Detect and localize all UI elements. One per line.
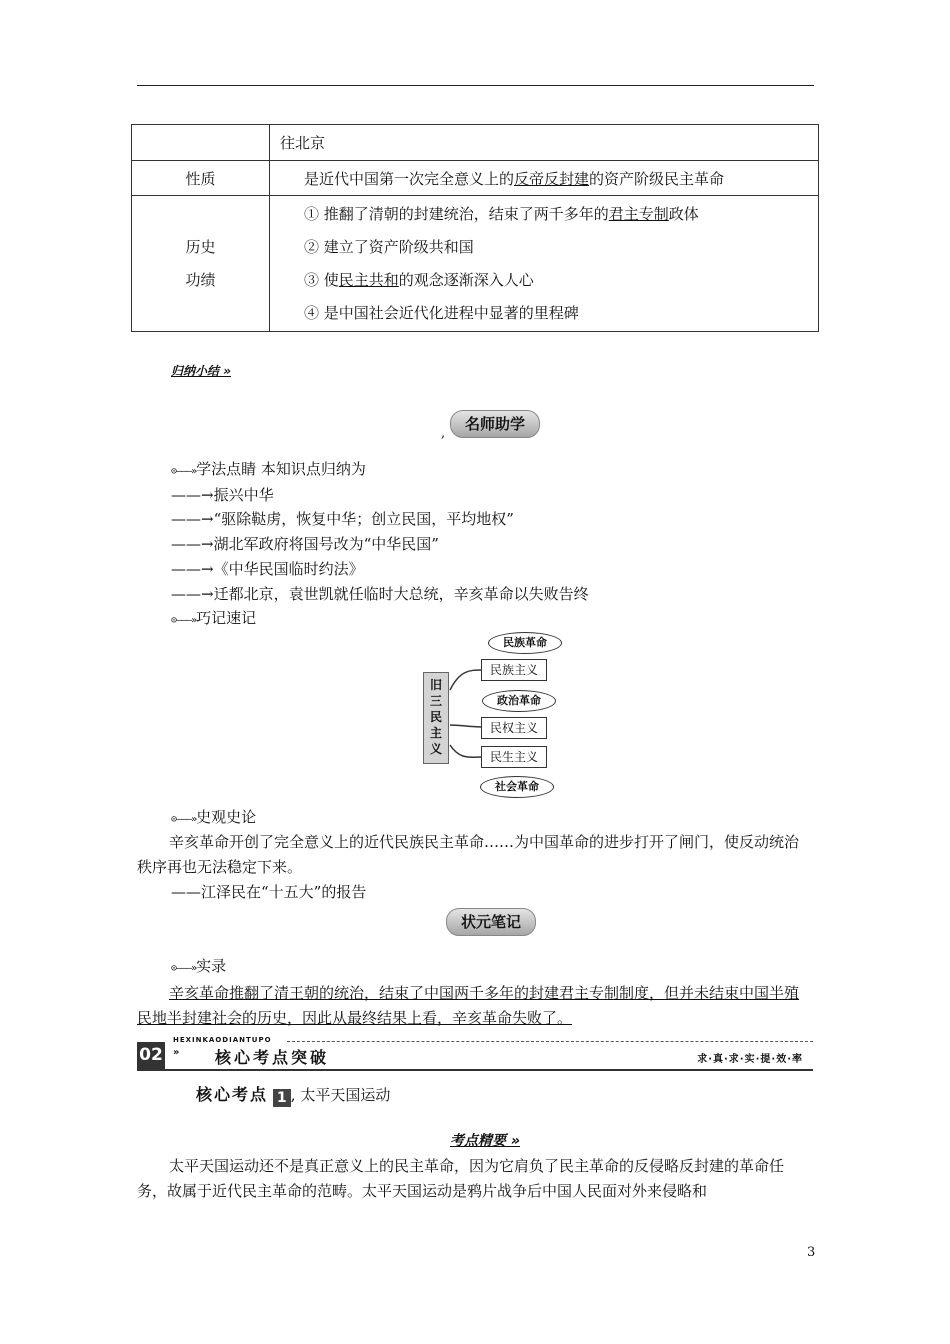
summary-heading: 归纳小结 » [171,364,231,378]
nature-text-post: 的资产阶级民主革命 [589,169,725,188]
achievement-item-1: ① 推翻了清朝的封建统治，结束了两千多年的君主专制政体 [304,204,699,223]
band-bottom-rule [137,1069,813,1071]
record-paragraph: 辛亥革命推翻了清王朝的统治，结束了中国两千多年的封建君主专制制度，但并未结束中国半殖民地半封建社会的历史，因此从最终结果上看，辛亥革命失败了。 [137,984,800,1027]
memo-title-line: ⊙———»巧记速记 [171,609,257,627]
stray-comma: , [441,426,446,441]
table-row [132,125,819,161]
table-label-achievements [132,196,270,332]
study-line-3: ——→湖北军政府将国号改为“中华民国” [171,535,439,553]
history-source: ——江泽民在“十五大”的报告 [171,883,367,901]
study-title-line: ⊙———»学法点睛 本知识点归纳为 [171,460,366,478]
chevron-icon: » [173,1047,180,1058]
bullet-icon: ⊙———» [171,963,197,974]
oval-national-revolution: 民族革命 [488,632,562,654]
record-title-line: ⊙———»实录 [171,957,227,975]
label-history: 历史 [185,237,216,256]
band-dashed-rule [287,1041,813,1042]
table-row [132,196,819,332]
section-pinyin: HEXINKAODIANTUPO [173,1036,272,1044]
essence-paragraph: 太平天国运动还不是真正意义上的民主革命，因为它肩负了民主革命的反侵略反封建的革命任务，故属于近代民主革命的范畴。太平天国运动是鸦片战争后中国人民面对外来侵略和 [137,1157,785,1200]
table-cell-nature [270,161,819,196]
study-line-2: ——→“驱除鞑虏，恢复中华；创立民国，平均地权” [171,510,514,528]
core-points-band [137,1037,813,1070]
nature-text-underlined: 反帝反封建 [514,169,590,188]
header-rule [137,85,814,86]
section-title: 核心考点突破 [215,1048,330,1067]
bullet-icon: ⊙———» [171,466,197,477]
bullet-icon: ⊙———» [171,615,197,626]
teacher-help-badge: 名师助学 [450,410,540,438]
old-three-principles-box: 旧 三 民 主 义 [423,672,449,764]
history-title-line: ⊙———»史观史论 [171,808,257,826]
revolution-table [131,124,819,332]
core-point-number: 1 [273,1089,291,1107]
table-cell-achievements [270,196,819,332]
table-cell-beijing: 往北京 [270,125,819,161]
table-row [132,161,819,196]
core-point-title: 核心考点 [196,1085,269,1104]
section-number: 02 [137,1042,165,1069]
study-line-5: ——→迁都北京，袁世凯就任临时大总统，辛亥革命以失败告终 [171,585,589,603]
box-democracy: 民权主义 [481,717,547,739]
section-slogan: 求·真·求·实·提·效·率 [697,1054,803,1065]
achievement-item-2: ② 建立了资产阶级共和国 [304,237,474,256]
bullet-icon: ⊙———» [171,814,197,825]
oval-social-revolution: 社会革命 [480,776,554,798]
label-merit: 功绩 [185,270,216,289]
achievement-item-3: ③ 使民主共和的观念逐渐深入人心 [304,270,534,289]
study-line-1: ——→振兴中华 [171,486,274,504]
table-label-empty [132,125,270,161]
top-notes-badge: 状元笔记 [446,908,536,936]
box-nationalism: 民族主义 [481,659,547,681]
core-point-subtitle: , 太平天国运动 [290,1086,391,1104]
essence-heading: 考点精要 » [450,1133,520,1149]
oval-political-revolution: 政治革命 [482,690,556,712]
box-livelihood: 民生主义 [481,746,547,768]
page-number: 3 [807,1245,816,1260]
study-line-4: ——→《中华民国临时约法》 [171,560,364,578]
core-point-heading [196,1082,390,1107]
history-paragraph: 辛亥革命开创了完全意义上的近代民族民主革命……为中国革命的进步打开了闸门，使反动统治秩序再也无法稳定下来。 [137,833,800,876]
table-label-nature: 性质 [132,161,270,196]
nature-text-pre: 是近代中国第一次完全意义上的 [304,169,515,188]
achievement-item-4: ④ 是中国社会近代化进程中显著的里程碑 [304,303,579,322]
